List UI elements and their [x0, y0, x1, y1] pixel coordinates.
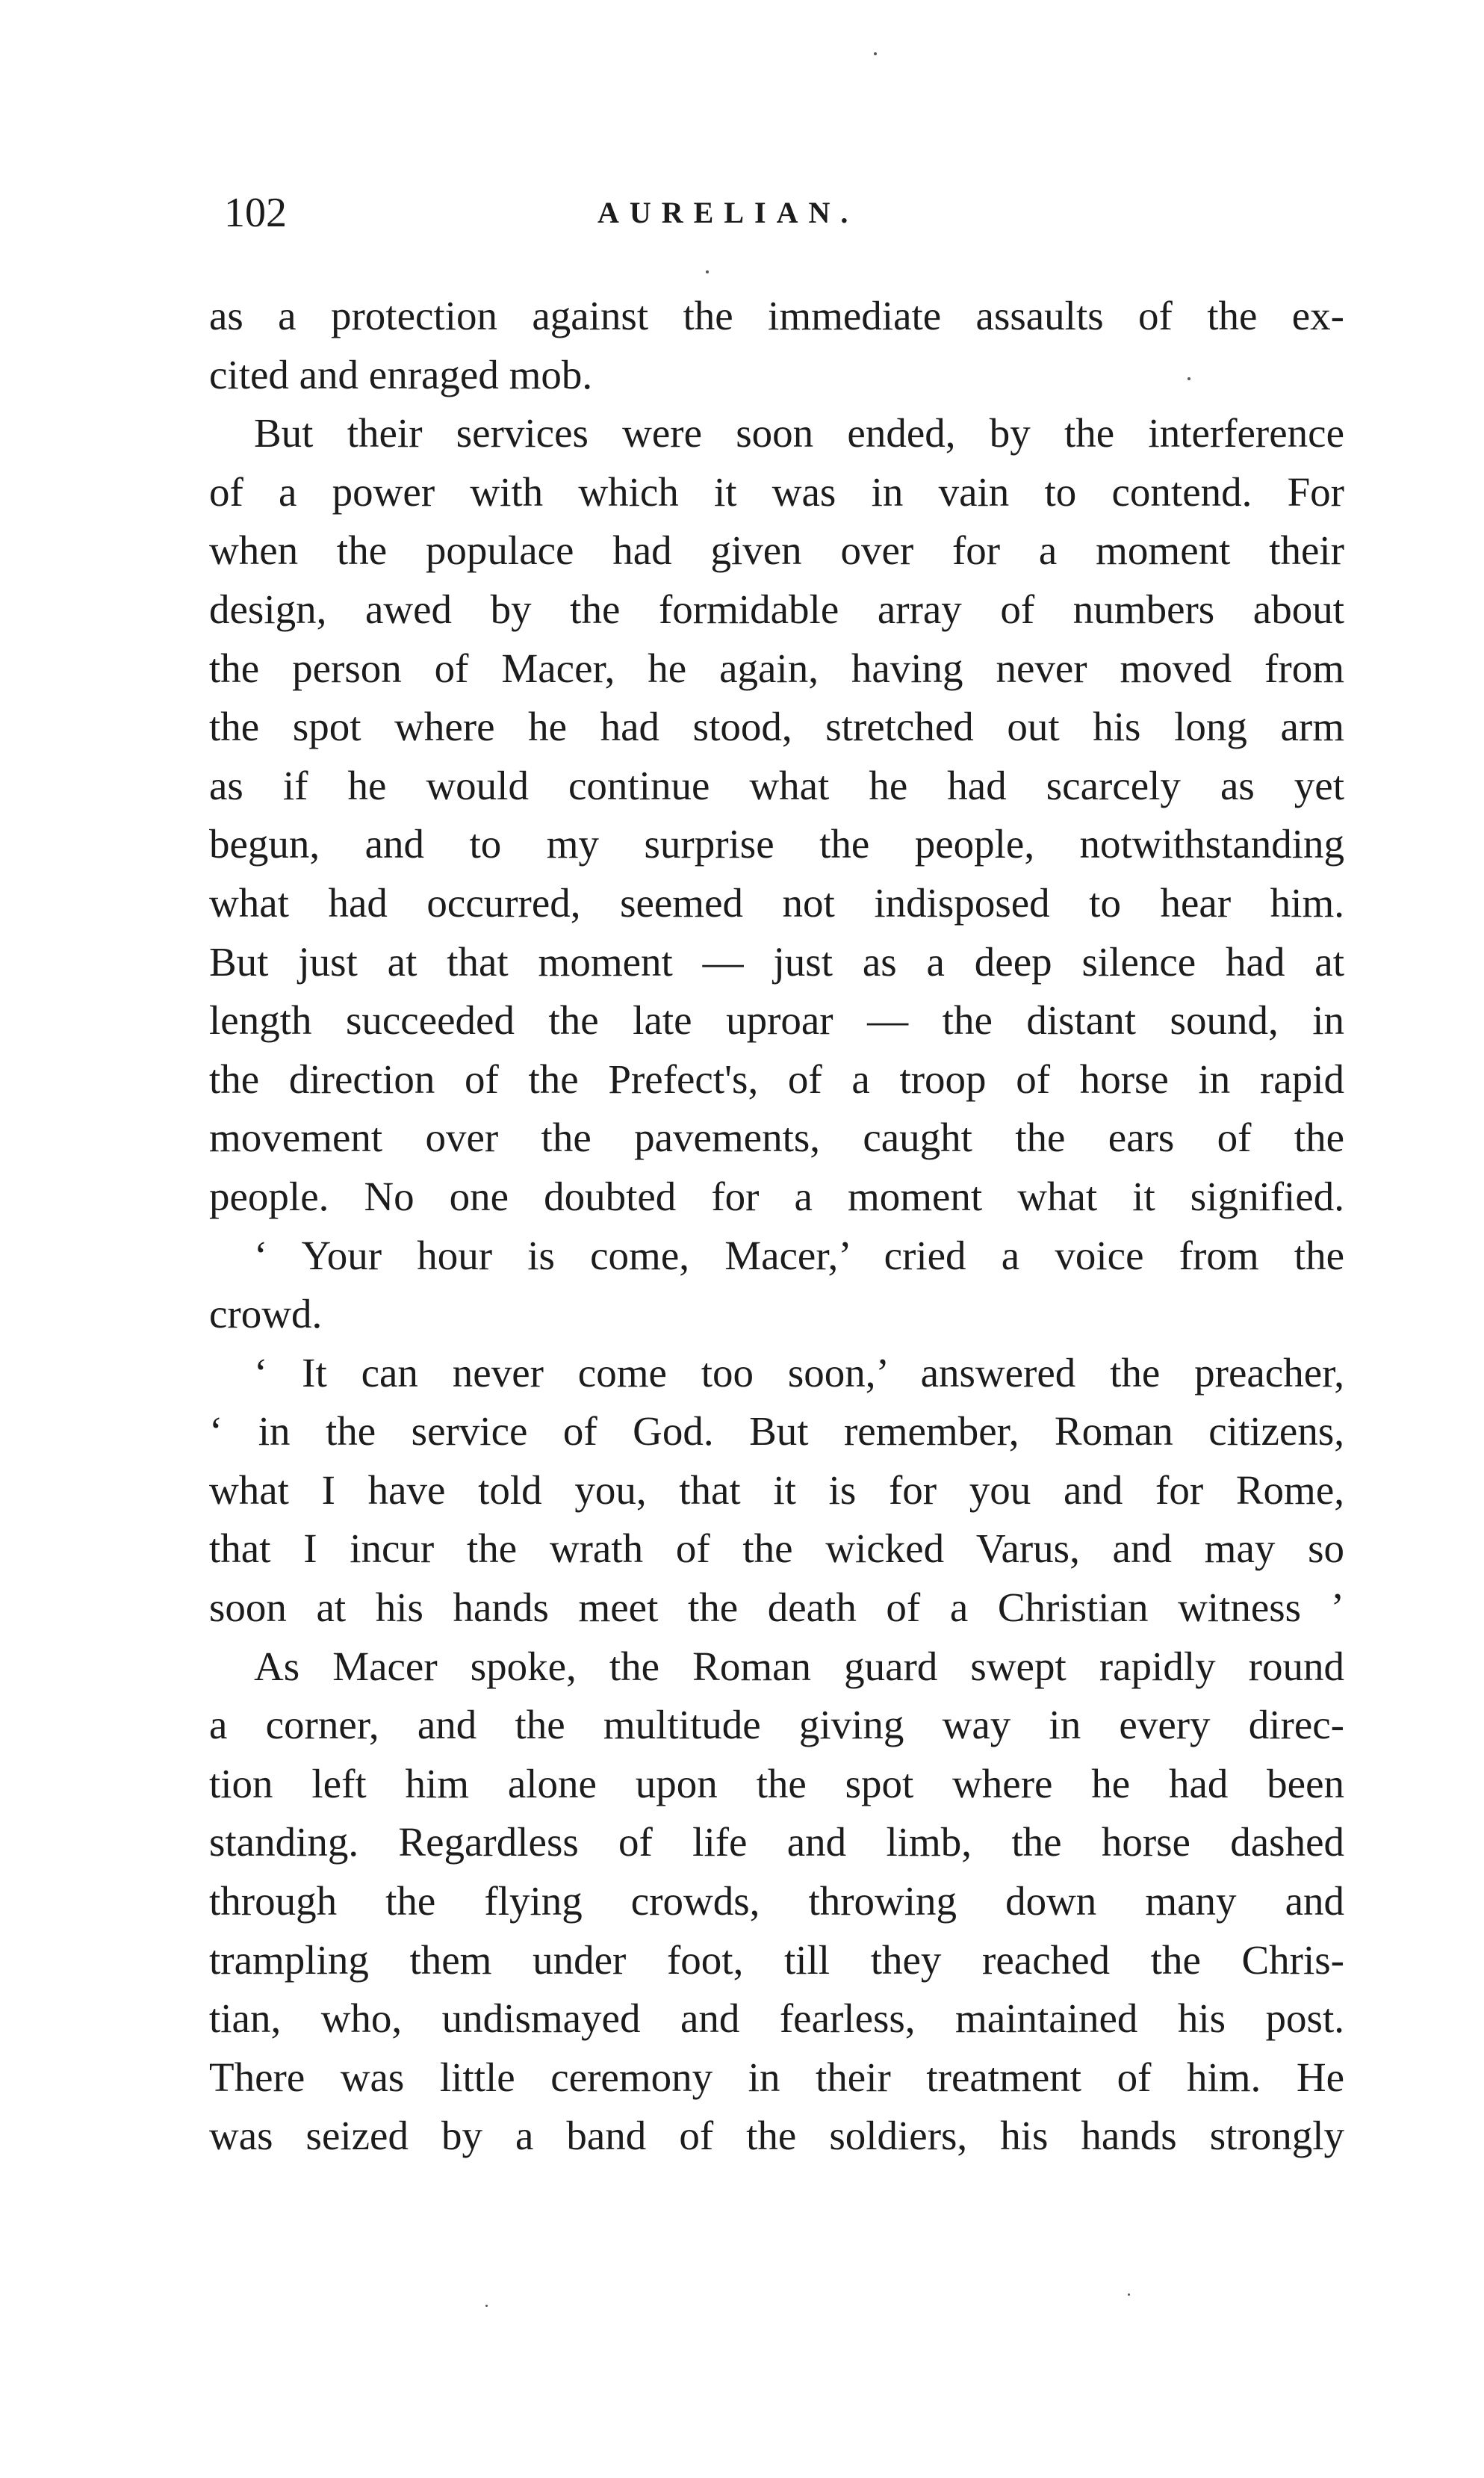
- text-line: standing. Regardless of life and limb, the horse dashed: [209, 1819, 1344, 1865]
- paper-speck: [1187, 377, 1190, 380]
- text-line: begun, and to my surprise the people, notwithstanding: [209, 821, 1344, 867]
- text-line: ‘ Your hour is come, Macer,’ cried a voice from the: [254, 1232, 1344, 1278]
- text-line: through the flying crowds, throwing down many and: [209, 1878, 1344, 1924]
- text-line: as if he would continue what he had scarcely as yet: [209, 762, 1344, 808]
- text-line: As Macer spoke, the Roman guard swept rapidly round: [254, 1643, 1344, 1689]
- text-line: what I have told you, that it is for you and for Rome,: [209, 1466, 1344, 1513]
- text-line: people. No one doubted for a moment what it signified.: [209, 1173, 1344, 1219]
- body-text: [209, 287, 1344, 2166]
- text-line: soon at his hands meet the death of a Christian witness ’: [209, 1585, 1344, 1631]
- paper-speck: [485, 2305, 488, 2307]
- paper-speck: [706, 270, 709, 273]
- text-line: trampling them under foot, till they reached the Chris-: [209, 1936, 1344, 1983]
- text-line: tian, who, undismayed and fearless, maintained his post.: [209, 1995, 1344, 2042]
- text-line: But their services were soon ended, by the interference: [254, 410, 1344, 456]
- text-line: as a protection against the immediate assaults of the ex-: [209, 293, 1344, 338]
- text-line: ‘ It can never come too soon,’ answered the preacher,: [254, 1349, 1344, 1396]
- text-line: when the populace had given over for a moment their: [209, 527, 1344, 574]
- text-line: movement over the pavements, caught the ears of the: [209, 1115, 1344, 1161]
- text-line: crowd.: [209, 1291, 323, 1337]
- running-title: AURELIAN.: [597, 196, 859, 229]
- text-line: cited and enraged mob.: [209, 351, 593, 397]
- text-line: ‘ in the service of God. But remember, Roman citizens,: [209, 1408, 1344, 1455]
- paper-speck: [1128, 2293, 1130, 2296]
- text-line: tion left him alone upon the spot where he had been: [209, 1760, 1344, 1806]
- text-line: There was little ceremony in their treatment of him. He: [209, 2054, 1344, 2100]
- text-line: what had occurred, seemed not indisposed to hear him.: [209, 879, 1344, 926]
- text-line: the person of Macer, he again, having never moved from: [209, 645, 1344, 691]
- text-line: of a power with which it was in vain to contend. For: [209, 468, 1344, 515]
- paper-speck: [874, 52, 877, 55]
- text-line: the spot where he had stood, stretched out his long arm: [209, 704, 1344, 750]
- text-line: that I incur the wrath of the wicked Varus, and may so: [209, 1525, 1344, 1572]
- text-line: length succeeded the late uproar — the distant sound, in: [209, 997, 1344, 1044]
- text-line: a corner, and the multitude giving way in every direc-: [209, 1702, 1344, 1748]
- text-line: design, awed by the formidable array of numbers about: [209, 586, 1344, 632]
- text-line: the direction of the Prefect's, of a troop of horse in rapid: [209, 1056, 1344, 1102]
- page-header: [224, 179, 1344, 247]
- page-number: 102: [224, 190, 287, 236]
- text-line: But just at that moment — just as a deep silence had at: [209, 938, 1344, 985]
- text-line: was seized by a band of the soldiers, his hands strongly: [209, 2113, 1344, 2159]
